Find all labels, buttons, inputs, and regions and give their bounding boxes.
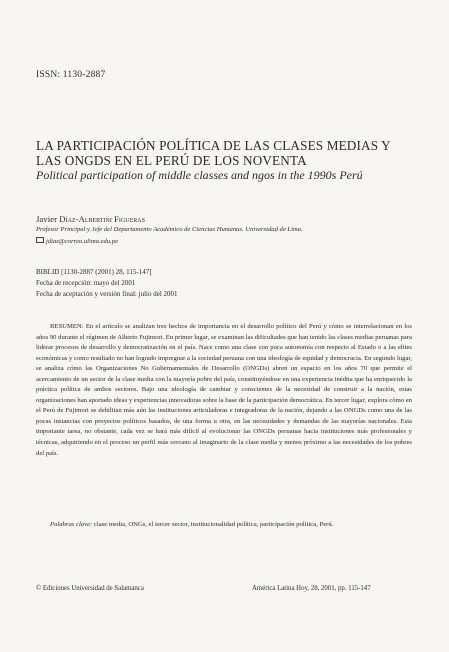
abstract-text: En el artículo se analizan tres hechos de importancia en el desarrollo político del Perú y cómo se interrelacionan en los años 90 durante el régimen de Alberto Fujimori. En primer lugar, se examinan las dificultades que han tenido las clases medias peruanas para liderar procesos de desarrollo y democratización en el país. Nace como una clase con poca autonomía con respecto al Estado o a las elites económicas y como resultado no han logrado impregnar a la sociedad peruana con una ideología de equidad y democracia. En segundo lugar, se analiza cómo las Organizaciones No Gubernamentales de Desarrollo (ONGDs) abren un espacio en los años 70 que permite el acercamiento de un sector de la clase media con la mayoría pobre del país, constituyéndose en una experiencia inédita que ha enriquecido la práctica política de ambos sectores. Bajo una ideología de cambiar y conscientes de la necesidad de construir a la nación, estas organizaciones han aportado ideas y experiencias innovadoras sobre la base de la participación democrática. En tercer lugar, explora cómo en el Perú de Fujimori se debilitan más aún las instituciones articuladoras e integradoras de la nación, dejando a las ONGDs como una de las pocas instancias con proyectos políticos basados, de una forma u otra, en las necesidades y demandas de las mayorías nacionales. Esta importante tarea, no obstante, cada vez se hará más difícil al evolucionar las ONGDs peruanas hacia instituciones más profesionales y técnicas, adquiriendo en el proceso un perfil más cercano al imaginario de la clase media y menos próximo a las necesidades de los pobres del país. <box>36 323 412 457</box>
abstract-label: RESUMEN: <box>50 323 84 330</box>
abstract <box>36 322 412 459</box>
reception-date: Fecha de recepción: mayo del 2001 <box>36 279 136 287</box>
footer-publisher: © Ediciones Universidad de Salamanca <box>36 585 144 592</box>
author-email-line <box>36 237 118 245</box>
article-subtitle-english: Political participation of middle classes and ngos in the 1990s Perú <box>36 168 363 182</box>
author-first-name: Javier <box>36 214 58 224</box>
author-name <box>36 214 145 224</box>
article-title: LA PARTICIPACIÓN POLÍTICA DE LAS CLASES MEDIAS Y LAS ONGDS EN EL PERÚ DE LOS NOVENTA <box>36 138 391 168</box>
keywords-text: clase media, ONGs, el tercer sector, institucionalidad política, participación política, Perú. <box>93 521 334 528</box>
keywords <box>36 520 412 531</box>
issn: ISSN: 1130-2887 <box>36 70 106 80</box>
acceptance-date: Fecha de aceptación y versión final: julio del 2001 <box>36 290 178 298</box>
author-email[interactable]: jdiaz@correo.ulima.edu.pe <box>46 238 118 246</box>
envelope-icon <box>36 237 44 243</box>
author-affiliation: Profesor Principal y Jefe del Departamento Académico de Ciencias Humanas. Universidad de Lima. <box>36 226 303 233</box>
keywords-label: Palabras clave: <box>50 521 93 528</box>
author-surname: Díaz-Albertini Figueras <box>59 214 145 224</box>
biblid: BIBLID [1130-2887 (2001) 28, 115-147] <box>36 268 152 276</box>
footer-citation: América Latina Hoy, 28, 2001, pp. 115-147 <box>252 585 371 592</box>
